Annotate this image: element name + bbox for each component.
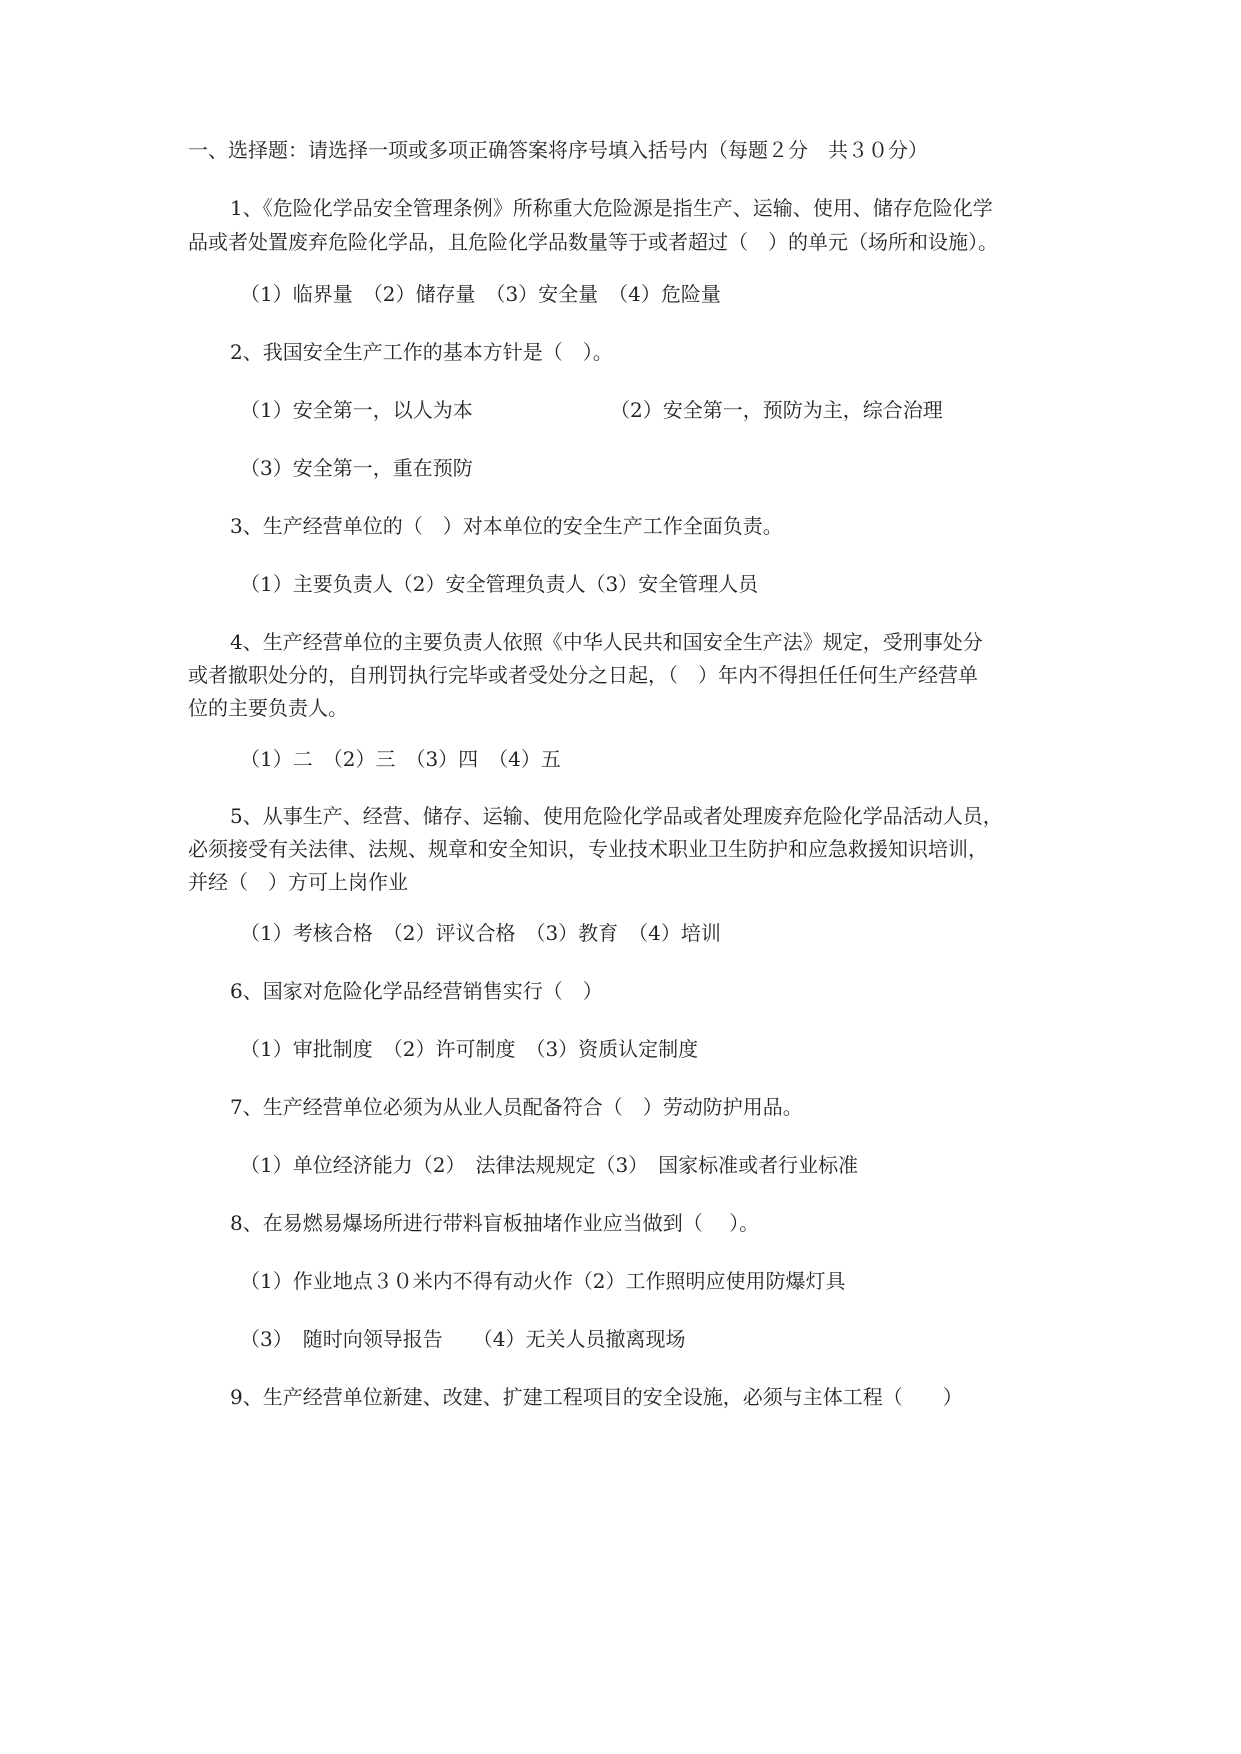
question-9-line-1: 9、生产经营单位新建、改建、扩建工程项目的安全设施，必须与主体工程（ ） xyxy=(230,1385,963,1409)
question-6-line-1: 6、国家对危险化学品经营销售实行（ ） xyxy=(230,979,603,1003)
question-4-line-3: 位的主要负责人。 xyxy=(188,696,348,720)
question-8-option-row-2: （3） 随时向领导报告 （4）无关人员撤离现场 xyxy=(240,1327,686,1351)
question-5-options: （1）考核合格 （2）评议合格 （3）教育 （4）培训 xyxy=(240,921,721,945)
section-title: 一、选择题：请选择一项或多项正确答案将序号填入括号内（每题２分 共３０分） xyxy=(188,138,928,162)
question-5-line-2: 必须接受有关法律、法规、规章和安全知识，专业技术职业卫生防护和应急救援知识培训， xyxy=(188,837,988,861)
question-1-line-1: 1、《危险化学品安全管理条例》所称重大危险源是指生产、运输、使用、储存危险化学 xyxy=(230,196,993,220)
question-2-option-3: （3）安全第一，重在预防 xyxy=(240,456,473,480)
question-2-option-1: （1）安全第一，以人为本 xyxy=(240,398,473,422)
question-2-option-2: （2）安全第一，预防为主，综合治理 xyxy=(610,398,943,422)
question-8-line-1: 8、在易燃易爆场所进行带料盲板抽堵作业应当做到（ ）。 xyxy=(230,1211,760,1235)
question-3-line-1: 3、生产经营单位的（ ）对本单位的安全生产工作全面负责。 xyxy=(230,514,783,538)
question-3-options: （1）主要负责人（2）安全管理负责人（3）安全管理人员 xyxy=(240,572,759,596)
question-1-line-2: 品或者处置废弃危险化学品，且危险化学品数量等于或者超过（ ）的单元（场所和设施）。 xyxy=(188,230,998,254)
question-6-options: （1）审批制度 （2）许可制度 （3）资质认定制度 xyxy=(240,1037,699,1061)
question-4-line-2: 或者撤职处分的，自刑罚执行完毕或者受处分之日起，（ ）年内不得担任任何生产经营单 xyxy=(188,663,978,687)
question-4-line-1: 4、生产经营单位的主要负责人依照《中华人民共和国安全生产法》规定，受刑事处分 xyxy=(230,630,983,654)
question-4-options: （1）二 （2）三 （3）四 （4）五 xyxy=(240,747,561,771)
question-7-options: （1）单位经济能力（2） 法律法规规定（3） 国家标准或者行业标准 xyxy=(240,1153,859,1177)
question-2-line-1: 2、我国安全生产工作的基本方针是（ ）。 xyxy=(230,340,613,364)
question-8-option-row-1: （1）作业地点３０米内不得有动火作（2）工作照明应使用防爆灯具 xyxy=(240,1269,846,1293)
question-5-line-1: 5、从事生产、经营、储存、运输、使用危险化学品或者处理废弃危险化学品活动人员， xyxy=(230,804,1003,828)
question-7-line-1: 7、生产经营单位必须为从业人员配备符合（ ）劳动防护用品。 xyxy=(230,1095,803,1119)
question-5-line-3: 并经（ ）方可上岗作业 xyxy=(188,870,408,894)
question-1-options: （1）临界量 （2）储存量 （3）安全量 （4）危险量 xyxy=(240,282,721,306)
